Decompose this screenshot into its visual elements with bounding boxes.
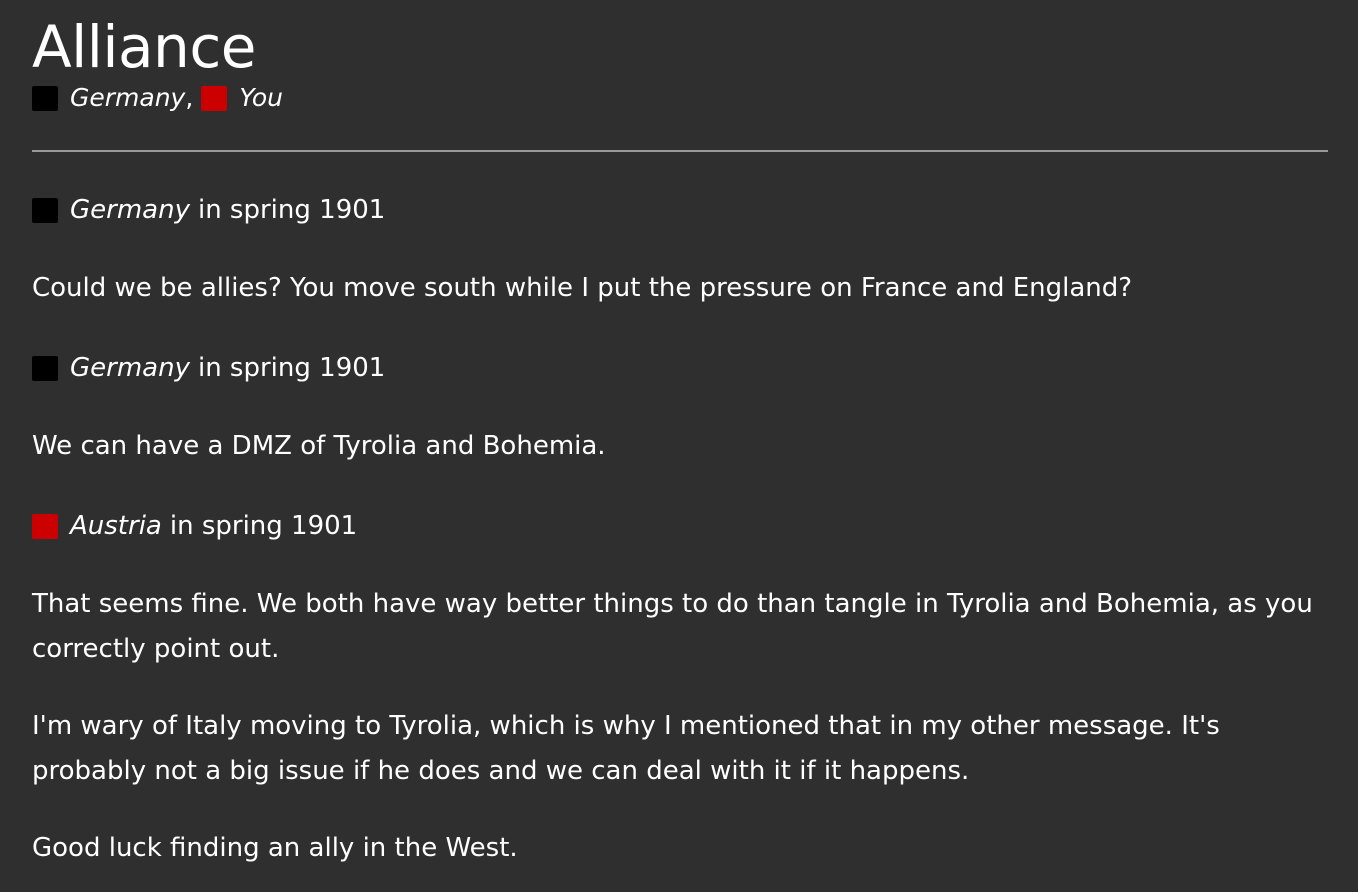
participant-germany: Germany <box>70 83 186 112</box>
message-header <box>32 190 1328 230</box>
message-body <box>32 582 1328 871</box>
message-thread <box>32 190 1328 871</box>
message-paragraph: We can have a DMZ of Tyrolia and Bohemia. <box>32 431 606 461</box>
participant-list <box>32 80 1328 116</box>
message-timestamp: in spring 1901 <box>197 353 386 383</box>
austria-color-swatch <box>32 514 58 539</box>
participant-you: You <box>239 83 283 112</box>
page-title: Alliance <box>32 13 256 81</box>
message-header <box>32 506 1328 546</box>
message-timestamp: in spring 1901 <box>169 511 358 541</box>
message-sender: Austria <box>70 511 162 541</box>
message-header <box>32 348 1328 388</box>
header-divider <box>32 150 1328 152</box>
message-paragraph: Could we be allies? You move south while I put the pressure on France and England? <box>32 273 1133 303</box>
germany-color-swatch <box>32 356 58 381</box>
participant-separator: , <box>185 83 194 112</box>
message-paragraph: That seems fine. We both have way better things to do than tangle in Tyrolia and Bohemia, as you correctly point out. <box>32 589 1313 664</box>
message-paragraph: Good luck finding an ally in the West. <box>32 833 518 863</box>
message-timestamp: in spring 1901 <box>197 195 386 225</box>
you-color-swatch <box>201 86 227 111</box>
message-body <box>32 266 1328 311</box>
message-item <box>32 348 1328 469</box>
message-body <box>32 424 1328 469</box>
message-item <box>32 190 1328 311</box>
germany-color-swatch <box>32 198 58 223</box>
message-item <box>32 506 1328 871</box>
message-sender: Germany <box>70 195 190 225</box>
germany-color-swatch <box>32 86 58 111</box>
message-paragraph: I'm wary of Italy moving to Tyrolia, which is why I mentioned that in my other message. It's probably not a big issue if he does and we can deal with it if it happens. <box>32 711 1220 786</box>
message-sender: Germany <box>70 353 190 383</box>
